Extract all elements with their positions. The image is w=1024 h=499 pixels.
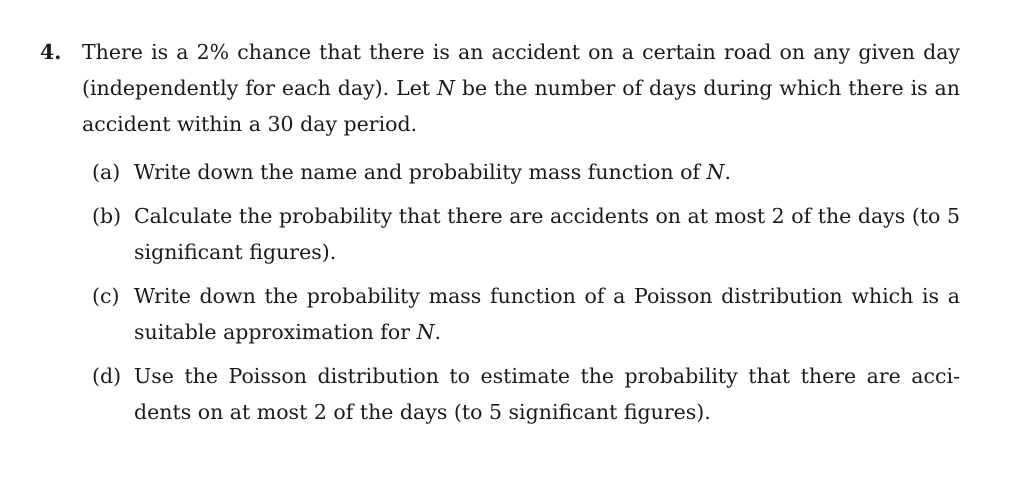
part-b <box>40 198 960 270</box>
part-c-marker: (c) <box>92 284 120 308</box>
part-a-text-after-var: . <box>724 160 732 184</box>
variable-n: N <box>436 76 455 100</box>
part-b-marker: (b) <box>92 204 122 228</box>
stem-text-after-var: be the number of days during which there is an accident within a 30 day period. <box>82 76 960 136</box>
problem-4 <box>40 34 960 438</box>
part-c-text-after-var: . <box>434 320 442 344</box>
part-c-text-before-var: Write down the probability mass function of a Poisson distribution which is a suitable approximation for <box>134 284 960 344</box>
part-a-variable-n: N <box>706 160 725 184</box>
part-d-text: Use the Poisson distribution to estimate the probability that there are accidents on at most 2 of the days (to 5 significant figures). <box>134 364 960 424</box>
problem-parts-list <box>40 154 960 430</box>
problem-number: 4. <box>40 40 62 64</box>
part-d <box>40 358 960 430</box>
part-c <box>40 278 960 350</box>
problem-statement <box>40 34 960 142</box>
part-a-text-before-var: Write down the name and probability mass function of <box>134 160 701 184</box>
part-d-marker: (d) <box>92 364 122 388</box>
part-a-marker: (a) <box>92 160 121 184</box>
part-c-variable-n: N <box>416 320 435 344</box>
part-b-text: Calculate the probability that there are accidents on at most 2 of the days (to 5 significant figures). <box>134 204 960 264</box>
part-a <box>40 154 960 190</box>
stem-text-before-var: There is a 2% chance that there is an accident on a certain road on any given day (independently for each day). Let <box>82 40 960 100</box>
problem-stem <box>82 34 960 142</box>
